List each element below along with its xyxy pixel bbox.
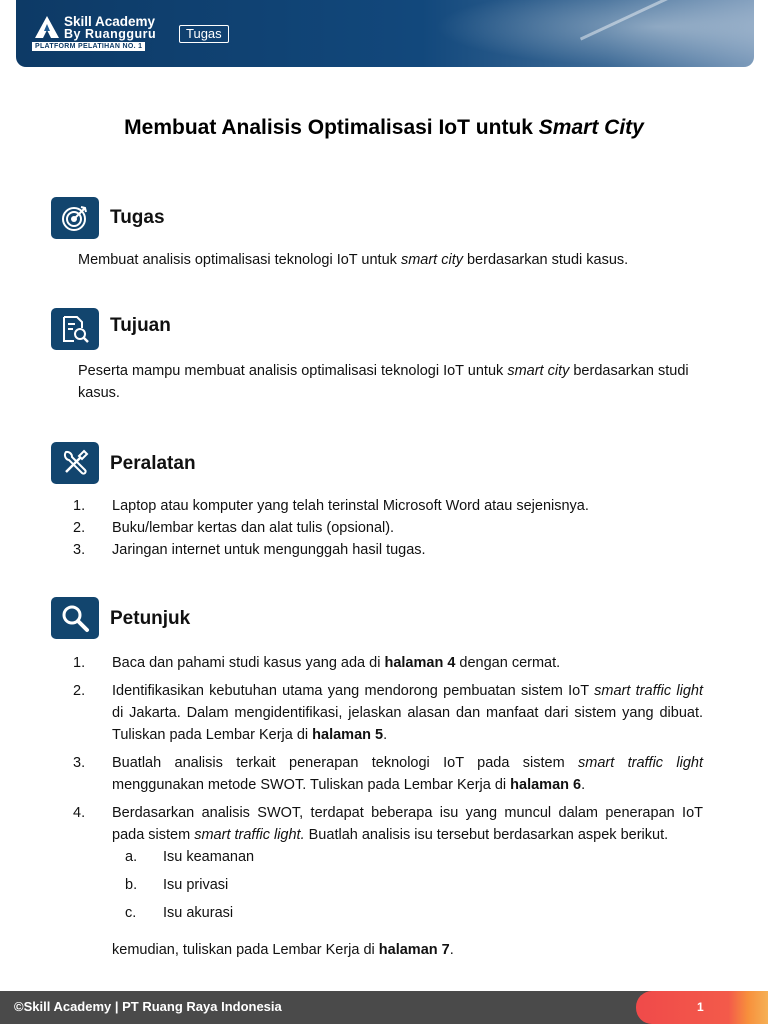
search-icon: [51, 597, 99, 639]
list-item: 2. Identifikasikan kebutuhan utama yang mendorong pembuatan sistem IoT smart traffic light di Jakarta. Dalam mengidentifikasi, jelaskan alasan dan manfaat dari sistem yang dibuat. Tuliskan pada Lembar Kerja di halaman 5.: [73, 683, 703, 743]
list-item: 1. Laptop atau komputer yang telah terinstal Microsoft Word atau sejenisnya.: [73, 498, 589, 514]
logo-text-skill-academy: Skill Academy: [64, 14, 156, 29]
page-title: [0, 116, 768, 140]
section-title-petunjuk: Petunjuk: [110, 608, 191, 629]
logo-tagline: PLATFORM PELATIHAN NO. 1: [32, 42, 145, 51]
sublist-item: a. Isu keamanan: [125, 849, 255, 865]
sublist-item: b. Isu privasi: [125, 877, 229, 893]
list-item: 2. Buku/lembar kertas dan alat tulis (opsional).: [73, 520, 395, 536]
closing-instruction: kemudian, tuliskan pada Lembar Kerja di halaman 7.: [112, 942, 454, 958]
skill-academy-logo-icon: [34, 15, 60, 39]
tugas-description: Membuat analisis optimalisasi teknologi IoT untuk smart city berdasarkan studi kasus.: [78, 252, 629, 268]
tools-icon: [51, 442, 99, 484]
section-title-peralatan: Peralatan: [110, 453, 196, 474]
sublist-item: c. Isu akurasi: [125, 905, 234, 921]
list-item: 1. Baca dan pahami studi kasus yang ada di halaman 4 dengan cermat.: [73, 655, 561, 671]
page-title-main: Membuat Analisis Optimalisasi IoT untuk: [124, 116, 539, 139]
list-item: 4. Berdasarkan analisis SWOT, terdapat beberapa isu yang muncul dalam penerapan IoT pada sistem smart traffic light. Buatlah analisis isu tersebut berdasarkan aspek berikut. a. Isu keamanan b. Isu privasi c. Isu akurasi: [73, 802, 703, 924]
section-title-tujuan: Tujuan: [110, 315, 171, 336]
aspect-sublist: [112, 846, 703, 924]
logo-text-by-ruangguru: By Ruangguru: [64, 27, 157, 41]
document-type-badge: Tugas: [179, 25, 229, 43]
section-title-tugas: Tugas: [110, 207, 165, 228]
footer-copyright: ©Skill Academy | PT Ruang Raya Indonesia: [14, 999, 282, 1014]
target-icon: [51, 197, 99, 239]
page-title-italic: Smart City: [538, 116, 644, 139]
page-number: 1: [697, 1000, 704, 1014]
header-banner: [16, 0, 754, 67]
equipment-list: [73, 495, 703, 561]
tujuan-description: Peserta mampu membuat analisis optimalisasi teknologi IoT untuk smart city berdasarkan studi kasus.: [78, 363, 689, 401]
list-item: 3. Jaringan internet untuk mengunggah hasil tugas.: [73, 542, 426, 558]
instructions-list: [73, 652, 703, 930]
list-item: 3. Buatlah analisis terkait penerapan teknologi IoT pada sistem smart traffic light menggunakan metode SWOT. Tuliskan pada Lembar Kerja di halaman 6.: [73, 755, 703, 793]
document-search-icon: [51, 308, 99, 350]
